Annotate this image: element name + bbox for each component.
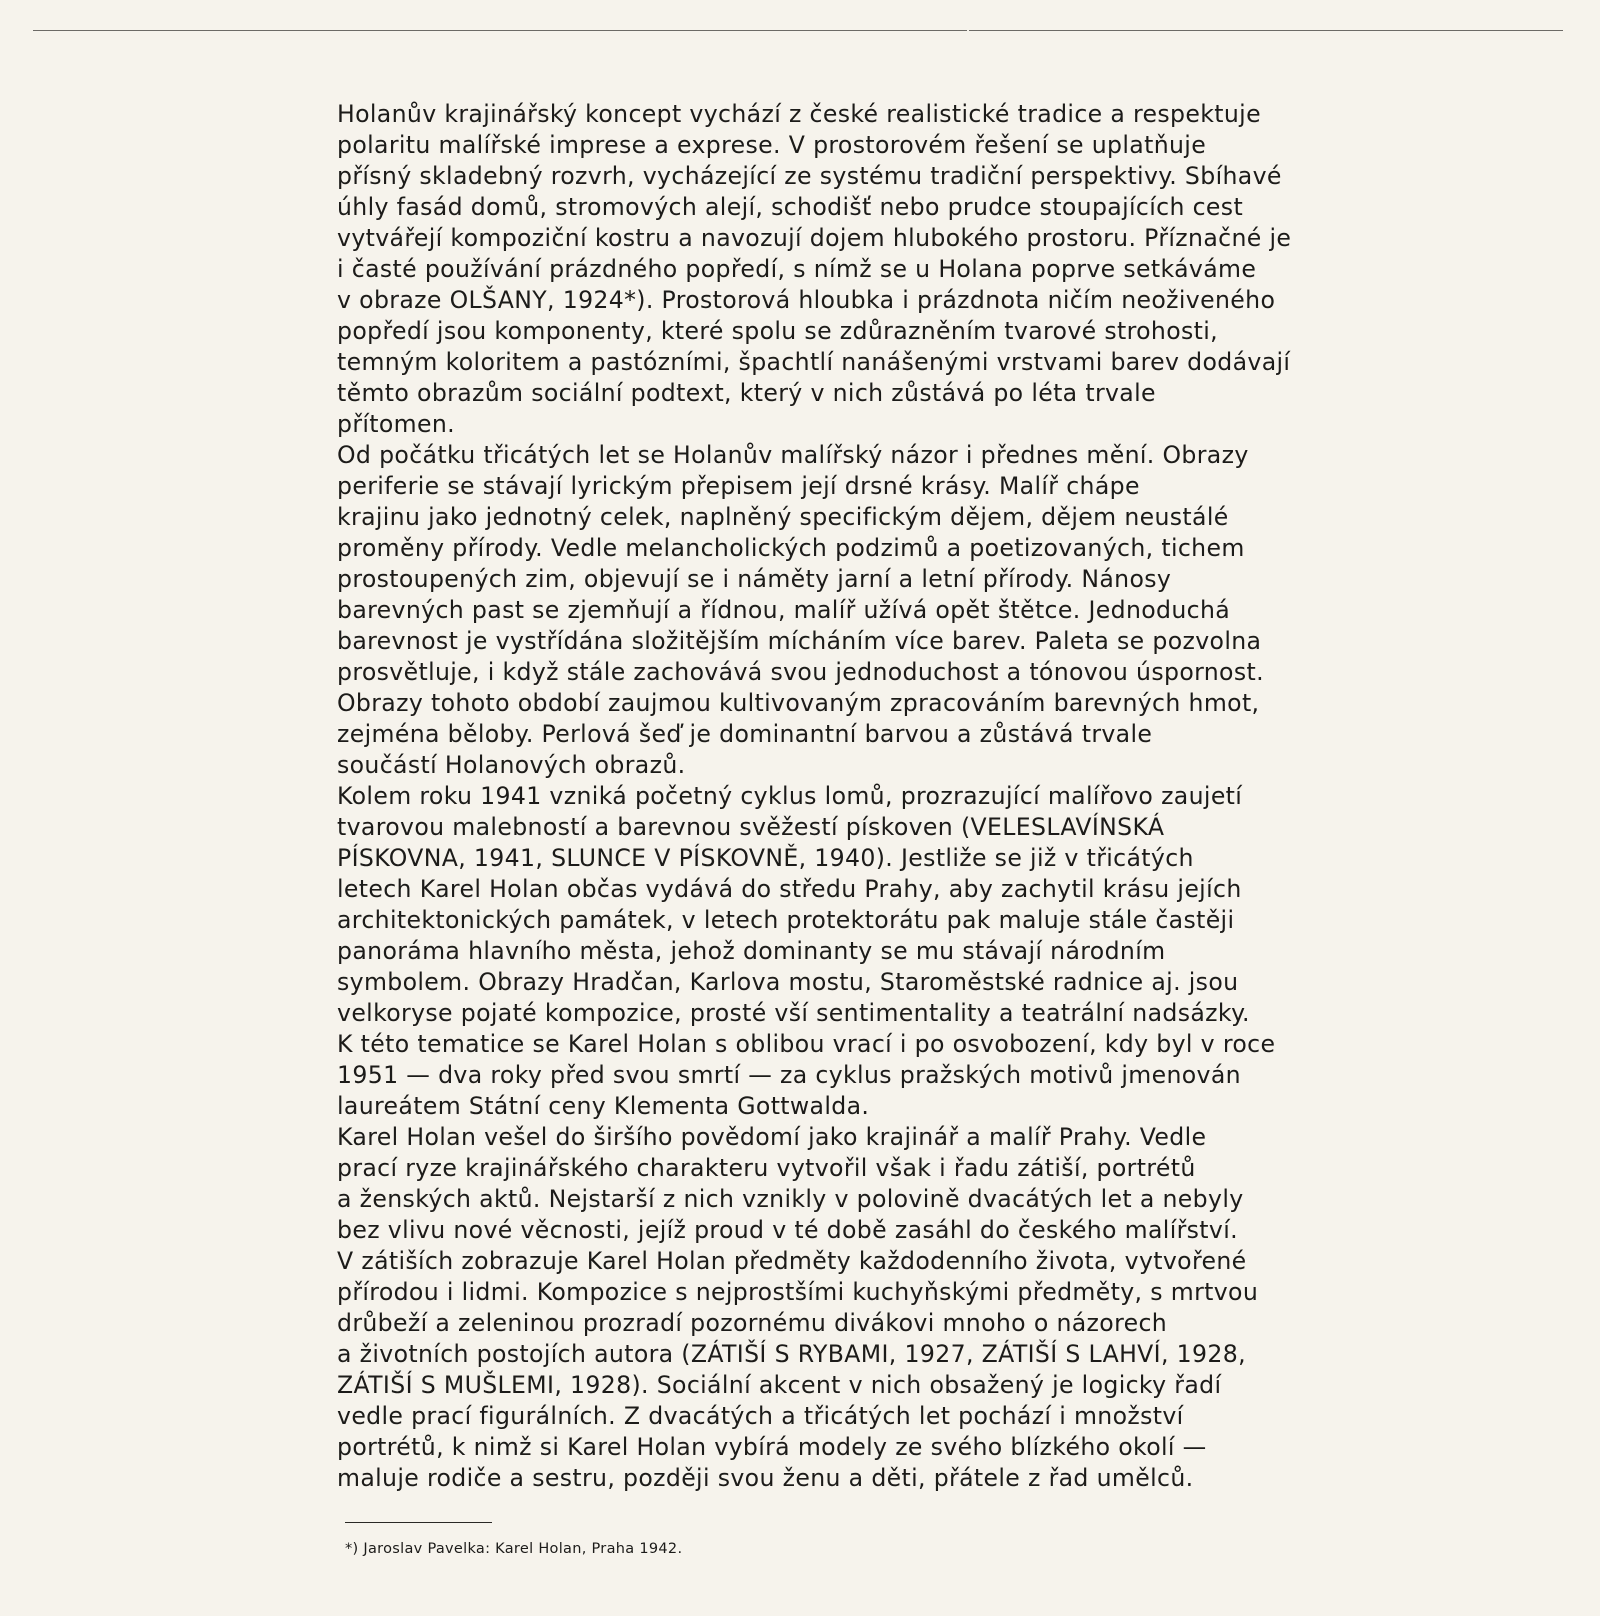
footnote: *) Jaroslav Pavelka: Karel Holan, Praha 1942. <box>345 1541 683 1557</box>
text-line: bez vlivu nové věcnosti, jejíž proud v té době zasáhl do českého malířství. <box>337 1216 1238 1244</box>
text-line: úhly fasád domů, stromových alejí, schodišť nebo prudce stoupajících cest <box>337 193 1244 221</box>
text-line: periferie se stávají lyrickým přepisem její drsné krásy. Malíř chápe <box>337 472 1140 500</box>
text-line: přísný skladebný rozvrh, vycházející ze systému tradiční perspektivy. Sbíhavé <box>337 162 1282 190</box>
text-line: architektonických památek, v letech protektorátu pak maluje stále častěji <box>337 906 1235 934</box>
text-line: krajinu jako jednotný celek, naplněný specifickým dějem, dějem neustálé <box>337 503 1229 531</box>
footnote-rule <box>345 1522 492 1523</box>
text-line: zejména běloby. Perlová šeď je dominantní barvou a zůstává trvale <box>337 720 1153 748</box>
top-rule-right <box>969 30 1563 31</box>
text-line: proměny přírody. Vedle melancholických podzimů a poetizovaných, tichem <box>337 534 1245 562</box>
text-line: barevnost je vystřídána složitějším mícháním více barev. Paleta se pozvolna <box>337 627 1262 655</box>
text-line: tvarovou malebností a barevnou svěžestí pískoven (VELESLAVÍNSKÁ <box>337 813 1165 841</box>
text-line: velkoryse pojaté kompozice, prosté vší sentimentality a teatrální nadsázky. <box>337 999 1250 1027</box>
text-line: polaritu malířské imprese a exprese. V prostorovém řešení se uplatňuje <box>337 131 1207 159</box>
text-line: prací ryze krajinářského charakteru vytvořil však i řadu zátiší, portrétů <box>337 1154 1196 1182</box>
text-line: popředí jsou komponenty, které spolu se zdůrazněním tvarové strohosti, <box>337 317 1219 345</box>
text-line: vedle prací figurálních. Z dvacátých a třicátých let pochází i množství <box>337 1402 1184 1430</box>
text-line: vytvářejí kompoziční kostru a navozují dojem hlubokého prostoru. Příznačné je <box>337 224 1292 252</box>
text-line: barevných past se zjemňují a řídnou, malíř užívá opět štětce. Jednoduchá <box>337 596 1231 624</box>
text-line: přítomen. <box>337 410 456 438</box>
text-line: temným koloritem a pastózními, špachtlí nanášenými vrstvami barev dodávají <box>337 348 1291 376</box>
body-text <box>337 99 1397 1494</box>
text-line: maluje rodiče a sestru, později svou ženu a děti, přátele z řad umělců. <box>337 1464 1194 1492</box>
text-line: PÍSKOVNA, 1941, SLUNCE V PÍSKOVNĚ, 1940). Jestliže se již v třicátých <box>337 844 1194 872</box>
text-line: prostoupených zim, objevují se i náměty jarní a letní přírody. Nánosy <box>337 565 1172 593</box>
text-line: K této tematice se Karel Holan s oblibou vrací i po osvobození, kdy byl v roce <box>337 1030 1276 1058</box>
text-line: Kolem roku 1941 vzniká početný cyklus lomů, prozrazující malířovo zaujetí <box>337 782 1243 810</box>
text-line: přírodou i lidmi. Kompozice s nejprostšími kuchyňskými předměty, s mrtvou <box>337 1278 1259 1306</box>
text-line: a životních postojích autora (ZÁTIŠÍ S RYBAMI, 1927, ZÁTIŠÍ S LAHVÍ, 1928, <box>337 1340 1246 1368</box>
text-line: ZÁTIŠÍ S MUŠLEMI, 1928). Sociální akcent v nich obsažený je logicky řadí <box>337 1371 1222 1399</box>
top-rule-left <box>33 30 967 31</box>
text-line: v obraze OLŠANY, 1924*). Prostorová hloubka i prázdnota ničím neoživeného <box>337 286 1276 314</box>
text-line: i časté používání prázdného popředí, s nímž se u Holana poprve setkáváme <box>337 255 1257 283</box>
text-line: 1951 — dva roky před svou smrtí — za cyklus pražských motivů jmenován <box>337 1061 1241 1089</box>
text-line: portrétů, k nimž si Karel Holan vybírá modely ze svého blízkého okolí — <box>337 1433 1207 1461</box>
text-line: V zátiších zobrazuje Karel Holan předměty každodenního života, vytvořené <box>337 1247 1247 1275</box>
text-line: Obrazy tohoto období zaujmou kultivovaným zpracováním barevných hmot, <box>337 689 1260 717</box>
text-line: a ženských aktů. Nejstarší z nich vznikly v polovině dvacátých let a nebyly <box>337 1185 1244 1213</box>
text-line: drůbeží a zeleninou prozradí pozornému divákovi mnoho o názorech <box>337 1309 1168 1337</box>
text-line: symbolem. Obrazy Hradčan, Karlova mostu, Staroměstské radnice aj. jsou <box>337 968 1239 996</box>
text-line: prosvětluje, i když stále zachovává svou jednoduchost a tónovou úspornost. <box>337 658 1264 686</box>
text-line: Od počátku třicátých let se Holanův malířský názor i přednes mění. Obrazy <box>337 441 1249 469</box>
text-line: těmto obrazům sociální podtext, který v nich zůstává po léta trvale <box>337 379 1156 407</box>
text-line: panoráma hlavního města, jehož dominanty se mu stávají národním <box>337 937 1166 965</box>
text-line: Holanův krajinářský koncept vychází z české realistické tradice a respektuje <box>337 100 1261 128</box>
text-line: Karel Holan vešel do širšího povědomí jako krajinář a malíř Prahy. Vedle <box>337 1123 1207 1151</box>
text-line: letech Karel Holan občas vydává do středu Prahy, aby zachytil krásu jejích <box>337 875 1242 903</box>
text-line: součástí Holanových obrazů. <box>337 751 686 779</box>
text-line: laureátem Státní ceny Klementa Gottwalda. <box>337 1092 870 1120</box>
